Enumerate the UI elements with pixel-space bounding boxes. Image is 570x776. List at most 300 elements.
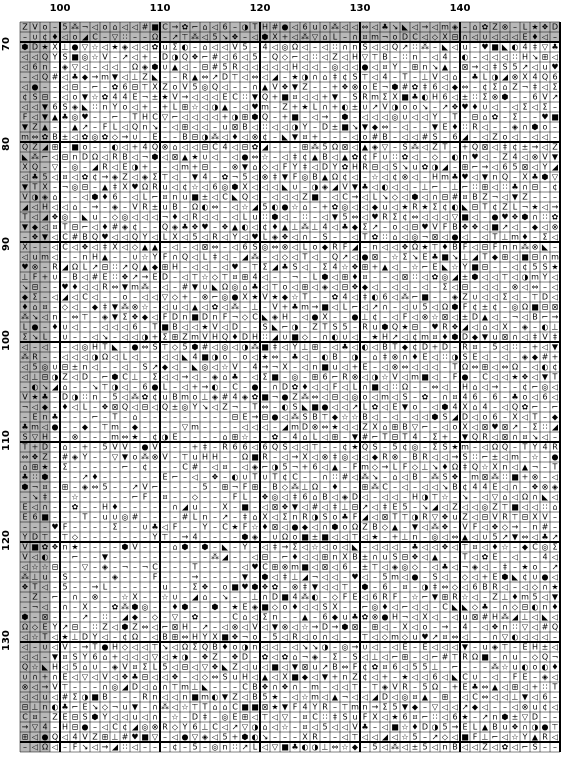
stitch-symbol: – bbox=[53, 512, 57, 522]
stitch-symbol: L bbox=[392, 462, 398, 472]
stitch-symbol: ◁ bbox=[171, 352, 179, 362]
stitch-symbol: ⌂ bbox=[222, 702, 228, 712]
stitch-symbol: ◁ bbox=[331, 532, 339, 542]
stitch-symbol: D bbox=[471, 312, 479, 322]
stitch-symbol: ⌂ bbox=[292, 652, 298, 662]
stitch-symbol: ◁ bbox=[441, 452, 449, 462]
stitch-symbol: ⊟ bbox=[461, 282, 469, 292]
stitch-symbol: – bbox=[73, 682, 77, 692]
stitch-symbol: ⌂ bbox=[222, 432, 228, 442]
stitch-symbol: ⌂ bbox=[172, 542, 178, 552]
stitch-symbol: ◑ bbox=[291, 322, 299, 332]
stitch-symbol: – bbox=[243, 82, 247, 92]
stitch-symbol: Y bbox=[542, 272, 548, 282]
stitch-symbol: ◁ bbox=[471, 502, 479, 512]
stitch-symbol: u bbox=[162, 182, 168, 192]
stitch-symbol: ◁ bbox=[331, 572, 339, 582]
stitch-symbol: ◁ bbox=[471, 422, 479, 432]
stitch-symbol: L bbox=[172, 102, 178, 112]
stitch-symbol: T bbox=[392, 512, 398, 522]
stitch-symbol: ⌂ bbox=[62, 382, 68, 392]
stitch-symbol: C bbox=[222, 192, 228, 202]
stitch-symbol: ◑ bbox=[311, 742, 319, 752]
stitch-symbol: ¤ bbox=[362, 272, 368, 282]
stitch-symbol: – bbox=[553, 632, 557, 642]
stitch-symbol: n bbox=[52, 312, 58, 322]
stitch-symbol: – bbox=[93, 312, 97, 322]
stitch-symbol: – bbox=[123, 692, 127, 702]
stitch-symbol: – bbox=[323, 652, 327, 662]
stitch-symbol: 5 bbox=[252, 52, 258, 62]
stitch-symbol: 5 bbox=[192, 742, 198, 752]
stitch-symbol: – bbox=[483, 632, 487, 642]
stitch-symbol: ⇔ bbox=[261, 402, 269, 412]
stitch-symbol: ◢ bbox=[301, 572, 309, 582]
stitch-symbol: ⁂ bbox=[211, 132, 219, 142]
stitch-symbol: ◁ bbox=[371, 632, 379, 642]
stitch-symbol: ♦ bbox=[531, 32, 539, 42]
stitch-symbol: ❖ bbox=[191, 222, 199, 232]
stitch-symbol: Q bbox=[331, 252, 339, 262]
stitch-symbol: – bbox=[423, 122, 427, 132]
stitch-symbol: ■ bbox=[91, 692, 99, 702]
stitch-symbol: ¢ bbox=[482, 82, 488, 92]
stitch-symbol: F bbox=[162, 252, 168, 262]
stitch-symbol: Z bbox=[492, 592, 498, 602]
stitch-symbol: Σ bbox=[482, 92, 488, 102]
stitch-symbol: ◁ bbox=[331, 632, 339, 642]
stitch-symbol: 5 bbox=[242, 172, 248, 182]
stitch-symbol: ◁ bbox=[541, 132, 549, 142]
stitch-symbol: ◑ bbox=[111, 382, 119, 392]
stitch-symbol: n bbox=[502, 462, 508, 472]
stitch-symbol: u bbox=[42, 572, 48, 582]
stitch-symbol: S bbox=[152, 342, 158, 352]
stitch-symbol: – bbox=[213, 622, 217, 632]
stitch-symbol: ◁ bbox=[121, 392, 129, 402]
stitch-symbol: ⇔ bbox=[471, 362, 479, 372]
stitch-symbol: – bbox=[443, 612, 447, 622]
stitch-symbol: ◁ bbox=[391, 392, 399, 402]
stitch-symbol: – bbox=[233, 422, 237, 432]
stitch-symbol: ◣ bbox=[541, 612, 549, 622]
stitch-symbol: ◁ bbox=[511, 272, 519, 282]
stitch-symbol: – bbox=[83, 332, 87, 342]
stitch-symbol: ∪ bbox=[32, 32, 38, 42]
stitch-symbol: ◇ bbox=[501, 522, 509, 532]
stitch-symbol: ⊠ bbox=[431, 232, 439, 242]
stitch-symbol: ⊟ bbox=[71, 712, 79, 722]
stitch-symbol: 5 bbox=[102, 482, 108, 492]
stitch-symbol: – bbox=[223, 572, 227, 582]
stitch-symbol: – bbox=[53, 502, 57, 512]
stitch-symbol: ◁ bbox=[421, 542, 429, 552]
stitch-symbol: ◁ bbox=[381, 382, 389, 392]
stitch-symbol: – bbox=[333, 232, 337, 242]
stitch-symbol: H bbox=[181, 622, 189, 632]
stitch-symbol: ⊞ bbox=[221, 482, 229, 492]
stitch-symbol: ★ bbox=[371, 532, 379, 542]
stitch-symbol: Q bbox=[91, 232, 99, 242]
stitch-symbol: ⊥ bbox=[321, 742, 329, 752]
stitch-symbol: ◣ bbox=[501, 42, 509, 52]
stitch-symbol: ↘ bbox=[431, 62, 439, 72]
stitch-symbol: ⊠ bbox=[371, 252, 379, 262]
stitch-symbol: ◁ bbox=[361, 732, 369, 742]
stitch-symbol: D bbox=[241, 652, 249, 662]
stitch-symbol: ◈ bbox=[391, 562, 399, 572]
stitch-symbol: – bbox=[313, 212, 317, 222]
stitch-symbol: ◁ bbox=[191, 672, 199, 682]
stitch-symbol: – bbox=[293, 142, 297, 152]
stitch-symbol: ⊥ bbox=[421, 72, 429, 82]
stitch-symbol: ▼ bbox=[21, 222, 29, 232]
stitch-symbol: ◁ bbox=[91, 22, 99, 32]
stitch-symbol: ☆ bbox=[31, 662, 39, 672]
stitch-symbol: 5 bbox=[262, 202, 268, 212]
stitch-symbol: S bbox=[432, 132, 438, 142]
stitch-symbol: ⌂ bbox=[242, 282, 248, 292]
stitch-symbol: R bbox=[542, 732, 548, 742]
stitch-symbol: ■ bbox=[241, 502, 249, 512]
stitch-symbol: – bbox=[213, 432, 217, 442]
stitch-symbol: – bbox=[323, 442, 327, 452]
stitch-symbol: ⇔ bbox=[331, 742, 339, 752]
stitch-symbol: ☆ bbox=[501, 662, 509, 672]
stitch-symbol: ◁ bbox=[491, 432, 499, 442]
stitch-symbol: m bbox=[181, 162, 189, 172]
stitch-symbol: ⊤ bbox=[431, 492, 439, 502]
stitch-symbol: ◁ bbox=[471, 512, 479, 522]
stitch-symbol: 6 bbox=[542, 692, 548, 702]
stitch-symbol: ◁ bbox=[251, 372, 259, 382]
stitch-symbol: ◁ bbox=[31, 682, 39, 692]
stitch-symbol: F bbox=[172, 522, 178, 532]
stitch-symbol: ◁ bbox=[551, 292, 559, 302]
stitch-symbol: ◁ bbox=[201, 302, 209, 312]
stitch-symbol: – bbox=[183, 592, 187, 602]
stitch-symbol: ∪ bbox=[482, 32, 488, 42]
stitch-symbol: ☆ bbox=[291, 292, 299, 302]
stitch-symbol: n bbox=[292, 512, 298, 522]
stitch-symbol: – bbox=[433, 102, 437, 112]
stitch-symbol: ◑ bbox=[241, 342, 249, 352]
stitch-symbol: ◁ bbox=[311, 112, 319, 122]
stitch-symbol: ◈ bbox=[551, 482, 559, 492]
stitch-symbol: n bbox=[92, 392, 98, 402]
stitch-symbol: ◐ bbox=[331, 332, 339, 342]
stitch-symbol: ◁ bbox=[241, 62, 249, 72]
stitch-symbol: ⊗ bbox=[391, 452, 399, 462]
stitch-symbol: ⊠ bbox=[471, 612, 479, 622]
stitch-symbol: – bbox=[103, 662, 107, 672]
stitch-symbol: ▲ bbox=[301, 612, 309, 622]
stitch-symbol: ⊞ bbox=[481, 182, 489, 192]
stitch-symbol: ▽ bbox=[81, 42, 89, 52]
stitch-symbol: ◁ bbox=[381, 242, 389, 252]
stitch-symbol: ¬ bbox=[231, 312, 239, 322]
stitch-symbol: ■ bbox=[151, 22, 159, 32]
stitch-symbol: ◁ bbox=[551, 272, 559, 282]
stitch-symbol: – bbox=[363, 242, 367, 252]
stitch-symbol: ⊟ bbox=[71, 622, 79, 632]
stitch-symbol: – bbox=[23, 232, 27, 242]
stitch-symbol: – bbox=[423, 322, 427, 332]
stitch-symbol: Q bbox=[161, 222, 169, 232]
stitch-symbol: ★ bbox=[251, 292, 259, 302]
stitch-symbol: 4 bbox=[322, 222, 328, 232]
stitch-symbol: ♣ bbox=[231, 372, 239, 382]
stitch-symbol: S bbox=[302, 412, 308, 422]
stitch-symbol: – bbox=[33, 642, 37, 652]
stitch-symbol: B bbox=[332, 662, 338, 672]
stitch-symbol: ◁ bbox=[101, 62, 109, 72]
stitch-symbol: – bbox=[353, 322, 357, 332]
stitch-symbol: ⬢ bbox=[431, 412, 439, 422]
stitch-symbol: ◐ bbox=[341, 102, 349, 112]
stitch-symbol: ★ bbox=[391, 712, 399, 722]
stitch-symbol: – bbox=[133, 292, 137, 302]
stitch-symbol: ◁ bbox=[131, 212, 139, 222]
stitch-symbol: ¤ bbox=[132, 662, 138, 672]
stitch-symbol: 5 bbox=[392, 442, 398, 452]
stitch-symbol: – bbox=[473, 642, 477, 652]
stitch-symbol: ◎ bbox=[71, 182, 79, 192]
stitch-symbol: – bbox=[163, 422, 167, 432]
stitch-symbol: ♥ bbox=[81, 112, 89, 122]
stitch-symbol: ◐ bbox=[311, 592, 319, 602]
stitch-symbol: ▼ bbox=[121, 452, 129, 462]
stitch-symbol: ⬢ bbox=[121, 542, 129, 552]
stitch-symbol: ▼ bbox=[121, 282, 129, 292]
stitch-symbol: ◐ bbox=[381, 182, 389, 192]
stitch-symbol: ∷ bbox=[92, 622, 98, 632]
stitch-symbol: ◁ bbox=[241, 422, 249, 432]
stitch-symbol: ◇ bbox=[431, 152, 439, 162]
stitch-symbol: – bbox=[163, 242, 167, 252]
stitch-symbol: ◑ bbox=[161, 432, 169, 442]
stitch-symbol: V bbox=[542, 512, 548, 522]
stitch-symbol: ∷ bbox=[542, 212, 548, 222]
stitch-symbol: ● bbox=[551, 452, 559, 462]
stitch-symbol: ★ bbox=[231, 522, 239, 532]
stitch-symbol: u bbox=[382, 552, 388, 562]
stitch-symbol: ▽ bbox=[51, 162, 59, 172]
stitch-symbol: Ω bbox=[281, 532, 289, 542]
stitch-symbol: ★ bbox=[261, 352, 269, 362]
stitch-symbol: ◑ bbox=[421, 492, 429, 502]
stitch-symbol: – bbox=[423, 702, 427, 712]
stitch-symbol: ★ bbox=[511, 372, 519, 382]
stitch-symbol: T bbox=[552, 462, 558, 472]
stitch-symbol: + bbox=[331, 102, 339, 112]
stitch-symbol: – bbox=[83, 542, 87, 552]
stitch-symbol: ⊤ bbox=[401, 512, 409, 522]
stitch-symbol: ‡ bbox=[203, 712, 207, 722]
stitch-symbol: ◁ bbox=[201, 262, 209, 272]
stitch-symbol: ◁ bbox=[381, 622, 389, 632]
stitch-symbol: ★ bbox=[401, 202, 409, 212]
stitch-symbol: ◁ bbox=[491, 52, 499, 62]
stitch-symbol: Z bbox=[452, 502, 458, 512]
stitch-symbol: ♥ bbox=[551, 62, 559, 72]
stitch-symbol: ▲ bbox=[71, 122, 79, 132]
stitch-symbol: ◁ bbox=[511, 132, 519, 142]
stitch-symbol: ⇔ bbox=[141, 622, 149, 632]
stitch-symbol: ◁ bbox=[531, 362, 539, 372]
stitch-symbol: ∩ bbox=[72, 592, 78, 602]
stitch-symbol: ▼ bbox=[21, 182, 29, 192]
stitch-symbol: ↘ bbox=[421, 502, 429, 512]
stitch-symbol: # bbox=[451, 192, 459, 202]
stitch-symbol: ▲ bbox=[461, 532, 469, 542]
stitch-symbol: ◁ bbox=[521, 682, 529, 692]
stitch-symbol: ⌐ bbox=[431, 652, 439, 662]
stitch-symbol: ❖ bbox=[351, 282, 359, 292]
stitch-symbol: ◐ bbox=[451, 202, 459, 212]
stitch-symbol: ↘ bbox=[161, 642, 169, 652]
stitch-symbol: ☆ bbox=[141, 252, 149, 262]
stitch-symbol: ◑ bbox=[271, 462, 279, 472]
stitch-symbol: R bbox=[382, 212, 388, 222]
stitch-symbol: ⊞ bbox=[171, 632, 179, 642]
stitch-symbol: ◆ bbox=[551, 412, 559, 422]
stitch-symbol: – bbox=[213, 682, 217, 692]
stitch-symbol: ▲ bbox=[331, 692, 339, 702]
stitch-symbol: ∷ bbox=[502, 472, 508, 482]
stitch-symbol: ¬ bbox=[491, 192, 499, 202]
stitch-symbol: ◁ bbox=[531, 372, 539, 382]
stitch-symbol: ◁ bbox=[471, 742, 479, 752]
stitch-symbol: F bbox=[402, 312, 408, 322]
stitch-symbol: – bbox=[453, 572, 457, 582]
stitch-symbol: – bbox=[233, 102, 237, 112]
stitch-symbol: 5 bbox=[262, 692, 268, 702]
stitch-symbol: ∩ bbox=[522, 182, 528, 192]
stitch-symbol: – bbox=[373, 572, 377, 582]
stitch-symbol: ∩ bbox=[32, 672, 38, 682]
stitch-symbol: V bbox=[162, 452, 168, 462]
stitch-symbol: 6 bbox=[32, 512, 38, 522]
stitch-symbol: Z bbox=[102, 622, 108, 632]
stitch-symbol: → bbox=[531, 142, 539, 152]
stitch-symbol: ♣ bbox=[431, 252, 439, 262]
stitch-symbol: ◁ bbox=[511, 262, 519, 272]
stitch-symbol: ◁ bbox=[401, 182, 409, 192]
stitch-symbol: ♦ bbox=[91, 472, 99, 482]
stitch-symbol: ♣ bbox=[451, 172, 459, 182]
stitch-symbol: ◈ bbox=[121, 42, 129, 52]
stitch-symbol: ¢ bbox=[392, 172, 398, 182]
stitch-symbol: Q bbox=[551, 622, 559, 632]
stitch-symbol: o bbox=[192, 392, 198, 402]
stitch-symbol: L bbox=[22, 322, 28, 332]
stitch-symbol: B bbox=[182, 132, 188, 142]
stitch-symbol: – bbox=[533, 552, 537, 562]
stitch-symbol: – bbox=[473, 282, 477, 292]
stitch-symbol: ◎ bbox=[481, 502, 489, 512]
stitch-symbol: ◁ bbox=[341, 22, 349, 32]
stitch-symbol: ⬢ bbox=[501, 92, 509, 102]
stitch-symbol: – bbox=[333, 312, 337, 322]
stitch-symbol: ◁ bbox=[171, 182, 179, 192]
stitch-symbol: ☆ bbox=[461, 592, 469, 602]
stitch-symbol: ∩ bbox=[262, 592, 268, 602]
stitch-symbol: u bbox=[172, 302, 178, 312]
stitch-symbol: E bbox=[242, 412, 248, 422]
stitch-symbol: + bbox=[291, 102, 299, 112]
stitch-symbol: u bbox=[492, 332, 498, 342]
stitch-symbol: ⊠ bbox=[381, 512, 389, 522]
stitch-symbol: ◁ bbox=[211, 22, 219, 32]
stitch-symbol: ● bbox=[101, 642, 109, 652]
stitch-symbol: ◁ bbox=[161, 152, 169, 162]
stitch-symbol: ∷ bbox=[472, 182, 478, 192]
stitch-symbol: – bbox=[113, 52, 117, 62]
stitch-symbol: ◁ bbox=[121, 382, 129, 392]
stitch-symbol: – bbox=[433, 602, 437, 612]
stitch-symbol: – bbox=[103, 392, 107, 402]
stitch-symbol: ⬢ bbox=[251, 582, 259, 592]
stitch-symbol: V bbox=[152, 442, 158, 452]
stitch-symbol: – bbox=[503, 412, 507, 422]
stitch-symbol: – bbox=[543, 182, 547, 192]
stitch-symbol: ◢ bbox=[41, 212, 49, 222]
stitch-symbol: u bbox=[462, 42, 468, 52]
stitch-symbol: E bbox=[422, 352, 428, 362]
stitch-symbol: n bbox=[512, 242, 518, 252]
stitch-symbol: Σ bbox=[552, 82, 558, 92]
stitch-symbol: ¬ bbox=[521, 82, 529, 92]
stitch-symbol: Σ bbox=[382, 702, 388, 712]
stitch-symbol: u bbox=[342, 612, 348, 622]
stitch-symbol: ◁ bbox=[331, 272, 339, 282]
stitch-symbol: ◐ bbox=[301, 742, 309, 752]
stitch-symbol: – bbox=[523, 342, 527, 352]
stitch-symbol: ⊞ bbox=[461, 162, 469, 172]
stitch-symbol: ● bbox=[271, 412, 279, 422]
stitch-symbol: 4 bbox=[252, 272, 258, 282]
stitch-symbol: V bbox=[112, 442, 118, 452]
stitch-symbol: Z bbox=[482, 192, 488, 202]
stitch-symbol: ♣ bbox=[511, 392, 519, 402]
stitch-symbol: Z bbox=[22, 22, 28, 32]
stitch-symbol: – bbox=[153, 742, 157, 752]
stitch-symbol: ◁ bbox=[271, 722, 279, 732]
stitch-symbol: H bbox=[171, 262, 179, 272]
stitch-symbol: – bbox=[323, 62, 327, 72]
stitch-symbol: ▽ bbox=[431, 702, 439, 712]
stitch-symbol: ◁ bbox=[511, 252, 519, 262]
stitch-symbol: – bbox=[53, 432, 57, 442]
stitch-symbol: ◁ bbox=[121, 242, 129, 252]
stitch-symbol: – bbox=[373, 582, 377, 592]
stitch-symbol: ◁ bbox=[401, 572, 409, 582]
stitch-symbol: ⊗ bbox=[151, 452, 159, 462]
stitch-symbol: R bbox=[222, 442, 228, 452]
stitch-symbol: ◁ bbox=[341, 422, 349, 432]
stitch-symbol: ◁ bbox=[31, 102, 39, 112]
stitch-symbol: B bbox=[472, 192, 478, 202]
stitch-symbol: → bbox=[261, 362, 269, 372]
stitch-symbol: ♣ bbox=[511, 182, 519, 192]
stitch-symbol: ◁ bbox=[331, 152, 339, 162]
stitch-symbol: ⊞ bbox=[61, 482, 69, 492]
stitch-symbol: – bbox=[73, 512, 77, 522]
stitch-symbol: ♥ bbox=[421, 632, 429, 642]
stitch-symbol: – bbox=[133, 572, 137, 582]
stitch-symbol: ■ bbox=[71, 142, 79, 152]
